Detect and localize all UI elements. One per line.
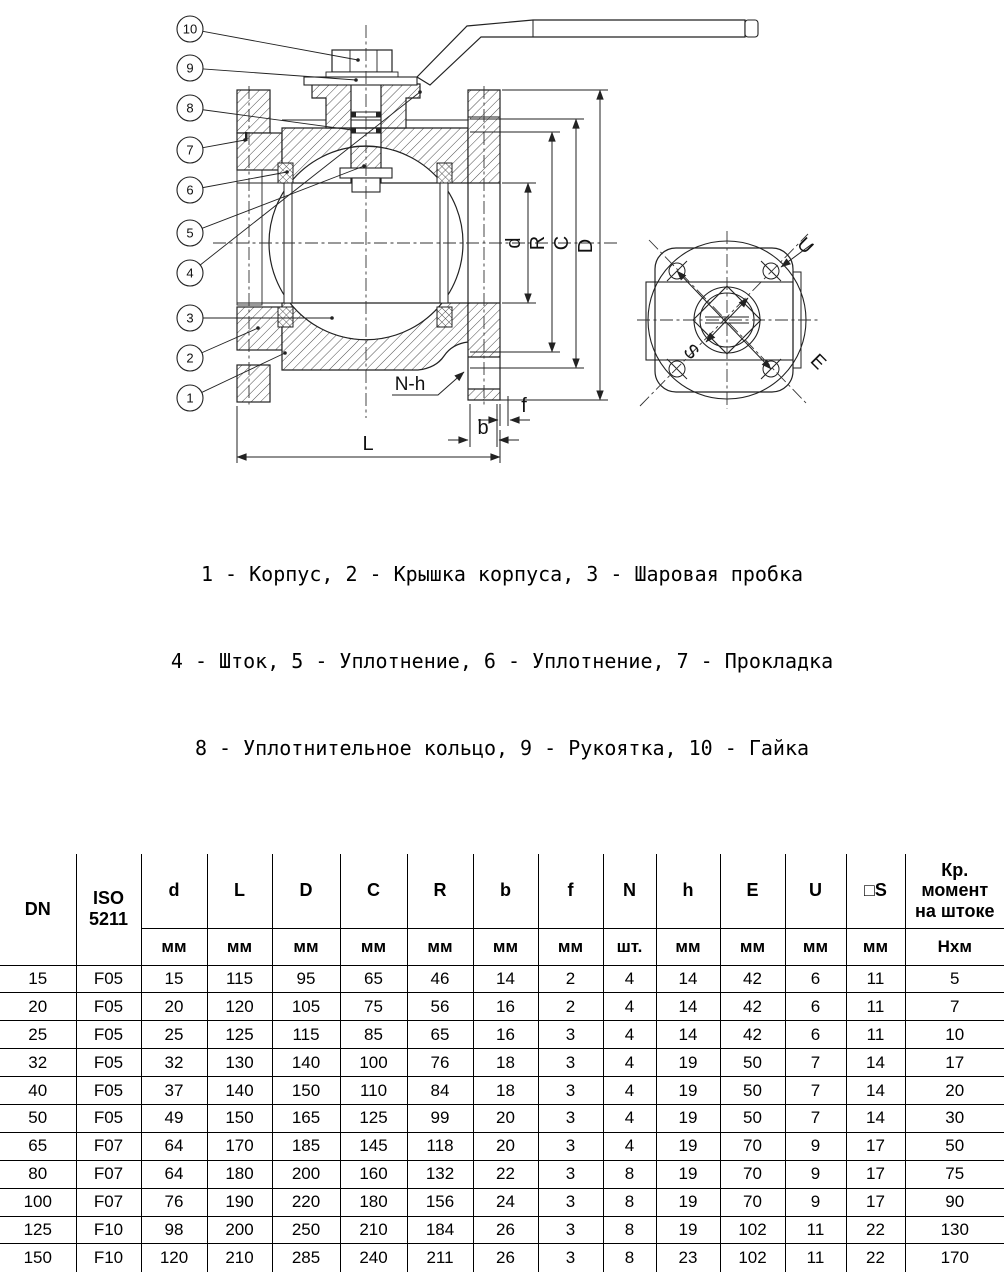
table-cell: 11: [846, 965, 905, 993]
table-body: [0, 965, 1004, 1272]
table-cell: 85: [340, 1021, 407, 1049]
table-cell: 125: [340, 1104, 407, 1132]
callout-dot: [356, 58, 360, 62]
table-cell: 30: [905, 1104, 1004, 1132]
table-cell: 80: [0, 1160, 76, 1188]
table-cell: 190: [207, 1188, 272, 1216]
table-cell: 115: [207, 965, 272, 993]
table-cell: 22: [846, 1216, 905, 1244]
table-cell: 4: [603, 1021, 656, 1049]
table-cell: 75: [905, 1160, 1004, 1188]
table-cell: 42: [720, 965, 785, 993]
table-cell: 17: [905, 1049, 1004, 1077]
table-cell: 120: [141, 1244, 207, 1272]
table-cell: 150: [272, 1077, 340, 1105]
table-cell: 56: [407, 993, 473, 1021]
table-cell: 4: [603, 1049, 656, 1077]
table-cell: 130: [207, 1049, 272, 1077]
table-cell: 4: [603, 993, 656, 1021]
dim-label-f: f: [521, 395, 527, 417]
handle-bracket: [304, 77, 417, 85]
valve-technical-drawing: [0, 0, 1004, 492]
callout-number-5: 5: [186, 225, 194, 241]
col-header-iso: ISO 5211: [76, 854, 141, 965]
table-cell: 26: [473, 1244, 538, 1272]
table-cell: 19: [656, 1104, 720, 1132]
table-cell: F07: [76, 1160, 141, 1188]
table-row: [0, 965, 1004, 993]
table-cell: 65: [407, 1021, 473, 1049]
col-header-param-10: U: [785, 854, 846, 928]
table-cell: 100: [340, 1049, 407, 1077]
table-cell: 20: [473, 1132, 538, 1160]
table-cell: 150: [0, 1244, 76, 1272]
table-cell: 3: [538, 1132, 603, 1160]
table-row: [0, 1077, 1004, 1105]
table-cell: 19: [656, 1049, 720, 1077]
table-cell: 110: [340, 1077, 407, 1105]
table-cell: 7: [785, 1077, 846, 1105]
table-cell: 19: [656, 1077, 720, 1105]
callout-dot: [350, 128, 354, 132]
table-cell: 99: [407, 1104, 473, 1132]
table-cell: 17: [846, 1188, 905, 1216]
table-cell: 70: [720, 1160, 785, 1188]
col-header-dn: DN: [0, 854, 76, 965]
table-cell: 100: [0, 1188, 76, 1216]
table-cell: 14: [846, 1049, 905, 1077]
table-cell: F10: [76, 1244, 141, 1272]
legend-line-1: 1 - Корпус, 2 - Крышка корпуса, 3 - Шаровая пробка: [200, 562, 804, 586]
callout-dot: [243, 138, 247, 142]
table-cell: 17: [846, 1132, 905, 1160]
table-cell: 42: [720, 993, 785, 1021]
table-cell: 115: [272, 1021, 340, 1049]
table-cell: 20: [141, 993, 207, 1021]
table-cell: 11: [846, 993, 905, 1021]
table-cell: 16: [473, 1021, 538, 1049]
table-cell: 18: [473, 1049, 538, 1077]
table-cell: 4: [603, 1132, 656, 1160]
table-cell: 140: [272, 1049, 340, 1077]
table-cell: 8: [603, 1188, 656, 1216]
callout-dot: [256, 326, 260, 330]
table-row: [0, 1104, 1004, 1132]
table-cell: 2: [538, 965, 603, 993]
table-cell: 4: [603, 1077, 656, 1105]
table-cell: 40: [0, 1077, 76, 1105]
dim-label-nh: N-h: [394, 374, 426, 395]
table-cell: 165: [272, 1104, 340, 1132]
unit-cell-3: мм: [340, 928, 407, 965]
table-cell: 19: [656, 1132, 720, 1160]
col-header-torque: Кр. момент на штоке: [905, 854, 1004, 928]
table-cell: 19: [656, 1188, 720, 1216]
dimensions-table: [0, 854, 1004, 1272]
table-cell: 24: [473, 1188, 538, 1216]
callout-leader: [203, 31, 358, 60]
dim-label-d: d: [503, 237, 525, 249]
table-cell: 140: [207, 1077, 272, 1105]
unit-cell-11: мм: [846, 928, 905, 965]
table-cell: F05: [76, 1049, 141, 1077]
unit-cell-6: мм: [538, 928, 603, 965]
table-cell: 210: [340, 1216, 407, 1244]
callout-number-3: 3: [186, 310, 194, 326]
table-cell: 42: [720, 1021, 785, 1049]
table-cell: 170: [905, 1244, 1004, 1272]
dim-label-c: C: [551, 235, 573, 251]
table-cell: 17: [846, 1160, 905, 1188]
table-cell: 7: [785, 1104, 846, 1132]
table-cell: 180: [340, 1188, 407, 1216]
table-cell: 8: [603, 1244, 656, 1272]
table-cell: 6: [785, 965, 846, 993]
table-cell: F05: [76, 1104, 141, 1132]
table-cell: 95: [272, 965, 340, 993]
table-cell: 50: [720, 1104, 785, 1132]
table-cell: F07: [76, 1132, 141, 1160]
table-cell: 90: [905, 1188, 1004, 1216]
table-row: [0, 1132, 1004, 1160]
callout-dot: [330, 316, 334, 320]
table-cell: 6: [785, 1021, 846, 1049]
table-cell: 184: [407, 1216, 473, 1244]
table-cell: 50: [720, 1049, 785, 1077]
table-cell: 220: [272, 1188, 340, 1216]
table-cell: 150: [207, 1104, 272, 1132]
table-cell: 50: [720, 1077, 785, 1105]
callout-dot: [354, 78, 358, 82]
table-header-row: [0, 854, 1004, 928]
table-cell: 130: [905, 1216, 1004, 1244]
table-cell: 46: [407, 965, 473, 993]
col-header-param-1: L: [207, 854, 272, 928]
table-cell: 102: [720, 1244, 785, 1272]
table-cell: 3: [538, 1216, 603, 1244]
col-header-param-2: D: [272, 854, 340, 928]
table-cell: 8: [603, 1216, 656, 1244]
col-header-param-3: C: [340, 854, 407, 928]
table-cell: 15: [141, 965, 207, 993]
table-cell: 75: [340, 993, 407, 1021]
table-cell: 49: [141, 1104, 207, 1132]
table-cell: 25: [0, 1021, 76, 1049]
col-header-param-0: d: [141, 854, 207, 928]
table-cell: 180: [207, 1160, 272, 1188]
table-cell: 3: [538, 1077, 603, 1105]
table-cell: 160: [340, 1160, 407, 1188]
table-cell: 3: [538, 1021, 603, 1049]
table-cell: 19: [656, 1216, 720, 1244]
table-cell: 3: [538, 1104, 603, 1132]
table-cell: 9: [785, 1160, 846, 1188]
table-cell: 14: [656, 1021, 720, 1049]
table-cell: 50: [0, 1104, 76, 1132]
side-view: [637, 231, 830, 409]
table-row: [0, 1049, 1004, 1077]
unit-cell-2: мм: [272, 928, 340, 965]
col-header-param-11: □S: [846, 854, 905, 928]
callout-dot: [418, 90, 422, 94]
table-cell: 2: [538, 993, 603, 1021]
table-cell: 20: [0, 993, 76, 1021]
table-cell: 15: [0, 965, 76, 993]
unit-cell-torque: Нхм: [937, 936, 972, 956]
unit-cell-10: мм: [785, 928, 846, 965]
table-cell: 118: [407, 1132, 473, 1160]
callout-number-7: 7: [186, 142, 194, 158]
table-cell: 14: [846, 1077, 905, 1105]
table-cell: 70: [720, 1132, 785, 1160]
table-row: [0, 1188, 1004, 1216]
parts-legend: [0, 502, 1004, 821]
table-cell: 26: [473, 1216, 538, 1244]
table-cell: 19: [656, 1160, 720, 1188]
table-cell: 4: [603, 965, 656, 993]
table-cell: 9: [785, 1188, 846, 1216]
table-cell: 50: [905, 1132, 1004, 1160]
table-cell: 120: [207, 993, 272, 1021]
table-cell: 125: [207, 1021, 272, 1049]
table-cell: 6: [785, 993, 846, 1021]
table-cell: 185: [272, 1132, 340, 1160]
table-cell: 132: [407, 1160, 473, 1188]
table-cell: 3: [538, 1188, 603, 1216]
table-cell: 210: [207, 1244, 272, 1272]
table-row: [0, 1244, 1004, 1272]
col-header-param-8: h: [656, 854, 720, 928]
callout-leader: [203, 172, 287, 188]
legend-line-3: 8 - Уплотнительное кольцо, 9 - Рукоятка, 10 - Гайка: [194, 736, 810, 760]
table-cell: 22: [846, 1244, 905, 1272]
handle: [417, 20, 745, 85]
unit-cell-0: мм: [141, 928, 207, 965]
stem-nut: [326, 50, 398, 77]
table-cell: 4: [603, 1104, 656, 1132]
col-header-param-6: f: [538, 854, 603, 928]
table-cell: 11: [785, 1244, 846, 1272]
table-cell: 170: [207, 1132, 272, 1160]
callout-number-9: 9: [186, 60, 194, 76]
callout-number-2: 2: [186, 350, 194, 366]
table-cell: 32: [141, 1049, 207, 1077]
legend-line-2: 4 - Шток, 5 - Уплотнение, 6 - Уплотнение, 7 - Прокладка: [170, 649, 834, 673]
unit-cell-8: мм: [656, 928, 720, 965]
table-row: [0, 1160, 1004, 1188]
unit-cell-1: мм: [207, 928, 272, 965]
table-cell: 23: [656, 1244, 720, 1272]
table-cell: 285: [272, 1244, 340, 1272]
table-cell: 76: [407, 1049, 473, 1077]
table-cell: F05: [76, 965, 141, 993]
callout-dot: [283, 351, 287, 355]
dim-label-s: S: [678, 340, 703, 365]
dim-label-u: U: [792, 233, 818, 259]
unit-cell-5: мм: [473, 928, 538, 965]
table-cell: 145: [340, 1132, 407, 1160]
col-header-param-4: R: [407, 854, 473, 928]
dim-label-dd: D: [575, 238, 597, 254]
table-cell: 65: [0, 1132, 76, 1160]
table-cell: 14: [656, 965, 720, 993]
table-cell: 11: [785, 1216, 846, 1244]
table-units-row: [0, 928, 1004, 965]
callout-dot: [362, 164, 366, 168]
table-cell: 200: [207, 1216, 272, 1244]
table-cell: 11: [846, 1021, 905, 1049]
table-cell: 25: [141, 1021, 207, 1049]
callout-number-4: 4: [186, 265, 194, 281]
table-cell: 65: [340, 965, 407, 993]
table-cell: 32: [0, 1049, 76, 1077]
table-cell: 22: [473, 1160, 538, 1188]
table-cell: 102: [720, 1216, 785, 1244]
unit-cell-9: мм: [720, 928, 785, 965]
table-cell: 9: [785, 1132, 846, 1160]
table-cell: 64: [141, 1132, 207, 1160]
table-cell: 98: [141, 1216, 207, 1244]
unit-cell-4: мм: [407, 928, 473, 965]
table-cell: 14: [846, 1104, 905, 1132]
table-cell: F05: [76, 1077, 141, 1105]
table-cell: 3: [538, 1244, 603, 1272]
col-header-param-9: E: [720, 854, 785, 928]
callout-number-6: 6: [186, 182, 194, 198]
unit-cell-7: шт.: [603, 928, 656, 965]
table-cell: 240: [340, 1244, 407, 1272]
table-cell: 200: [272, 1160, 340, 1188]
table-cell: F07: [76, 1188, 141, 1216]
table-cell: F05: [76, 993, 141, 1021]
table-cell: F05: [76, 1021, 141, 1049]
handle-tip: [745, 20, 758, 37]
table-cell: 211: [407, 1244, 473, 1272]
table-row: [0, 993, 1004, 1021]
table-cell: 3: [538, 1049, 603, 1077]
table-cell: 16: [473, 993, 538, 1021]
col-header-param-5: b: [473, 854, 538, 928]
dim-label-e: E: [805, 350, 830, 375]
table-cell: 10: [905, 1021, 1004, 1049]
table-cell: 18: [473, 1077, 538, 1105]
main-section-view: [213, 20, 758, 418]
table-cell: 37: [141, 1077, 207, 1105]
table-cell: 64: [141, 1160, 207, 1188]
table-cell: 7: [905, 993, 1004, 1021]
table-cell: 20: [905, 1077, 1004, 1105]
table-cell: 250: [272, 1216, 340, 1244]
table-cell: 105: [272, 993, 340, 1021]
callout-number-1: 1: [186, 390, 194, 406]
table-cell: 156: [407, 1188, 473, 1216]
table-cell: F10: [76, 1216, 141, 1244]
table-cell: 20: [473, 1104, 538, 1132]
dim-label-r: R: [527, 235, 549, 251]
dim-label-l: L: [362, 433, 374, 455]
table-cell: 14: [473, 965, 538, 993]
dim-label-b: b: [477, 417, 489, 439]
table-cell: 5: [905, 965, 1004, 993]
table-cell: 84: [407, 1077, 473, 1105]
callout-dot: [285, 170, 289, 174]
table-cell: 125: [0, 1216, 76, 1244]
callout-number-10: 10: [182, 21, 198, 37]
table-cell: 3: [538, 1160, 603, 1188]
table-cell: 70: [720, 1188, 785, 1216]
table-row: [0, 1021, 1004, 1049]
table-cell: 14: [656, 993, 720, 1021]
table-cell: 76: [141, 1188, 207, 1216]
table-cell: 7: [785, 1049, 846, 1077]
table-cell: 8: [603, 1160, 656, 1188]
table-row: [0, 1216, 1004, 1244]
col-header-param-7: N: [603, 854, 656, 928]
callout-number-8: 8: [186, 100, 194, 116]
